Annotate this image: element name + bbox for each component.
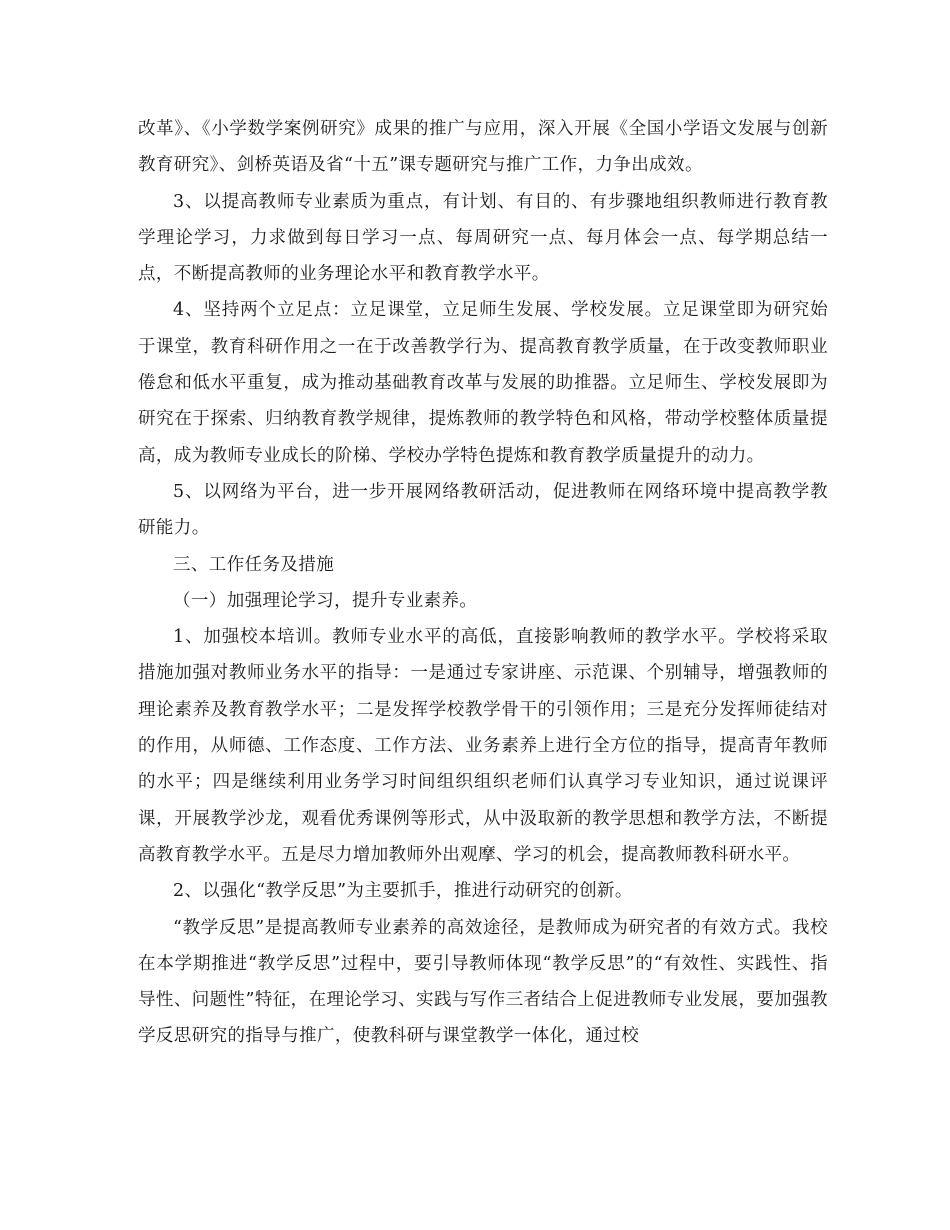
section-heading-3: 三、工作任务及措施 (173, 554, 335, 575)
paragraph-item-5: 5、以网络为平台，进一步开展网络教研活动，促进教师在网络环境中提高教学教研能力。 (138, 481, 828, 539)
paragraph-item-4: 4、坚持两个立足点：立足课堂，立足师生发展、学校发展。立足课堂即为研究始于课堂，教育科研作用之一在于改善教学行为、提高教育教学质量，在于改变教师职业倦怠和低水平重复，成为推动基础教育改革与发展的助推器。立足师生、学校发展即为研究在于探索、归纳教育教学规律，提炼教师的教学特色和风格，带动学校整体质量提高，成为教师专业成长的阶梯、学校办学特色提炼和教育教学质量提升的动力。 (138, 300, 828, 466)
subsection-heading-1: （一）加强理论学习，提升专业素养。 (173, 590, 478, 611)
paragraph-reflection: “教学反思”是提高教师专业素养的高效途径，是教师成为研究者的有效方式。我校在本学期推进“教学反思”过程中，要引导教师体现“教学反思”的“有效性、实践性、指导性、问题性”特征，在理论学习、实践与写作三者结合上促进教师专业发展，要加强教学反思研究的指导与推广，使教科研与课堂教学一体化，通过校 (138, 917, 828, 1047)
paragraph-item-3: 3、以提高教师专业素质为重点，有计划、有目的、有步骤地组织教师进行教育教学理论学习，力求做到每日学习一点、每周研究一点、每月体会一点、每学期总结一点，不断提高教师的业务理论水平和教育教学水平。 (138, 191, 828, 285)
paragraph-continuation: 改革》、《小学数学案例研究》成果的推广与应用，深入开展《全国小学语文发展与创新教育研究》、剑桥英语及省“十五”课专题研究与推广工作，力争出成效。 (138, 119, 828, 176)
paragraph-task-1: 1、加强校本培训。教师专业水平的高低，直接影响教师的教学水平。学校将采取措施加强对教师业务水平的指导：一是通过专家讲座、示范课、个别辅导，增强教师的理论素养及教育教学水平；二是发挥学校教学骨干的引领作用；三是充分发挥师徒结对的作用，从师德、工作态度、工作方法、业务素养上进行全方位的指导，提高青年教师的水平；四是继续利用业务学习时间组织组织老师们认真学习专业知识，通过说课评课，开展教学沙龙，观看优秀课例等形式，从中汲取新的教学思想和教学方法，不断提高教育教学水平。五是尽力增加教师外出观摩、学习的机会，提高教师教科研水平。 (138, 627, 828, 865)
document-body (138, 111, 828, 1055)
paragraph-task-2: 2、以强化“教学反思”为主要抓手，推进行动研究的创新。 (173, 881, 633, 902)
